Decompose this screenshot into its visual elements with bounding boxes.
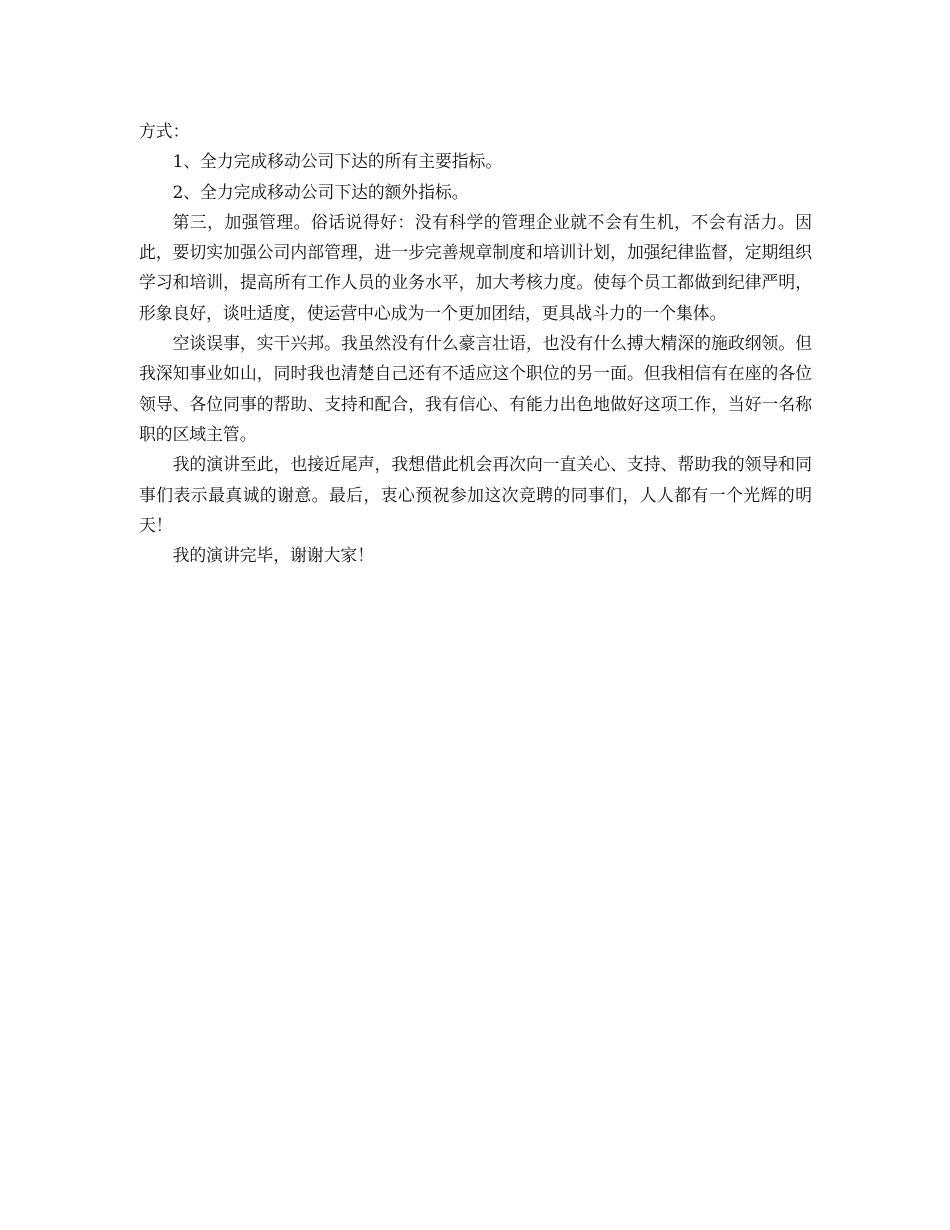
paragraph-thanks: 我的演讲至此，也接近尾声，我想借此机会再次向一直关心、支持、帮助我的领导和同事们表示最真诚的谢意。最后，衷心预祝参加这次竞聘的同事们，人人都有一个光辉的明天！ [139, 454, 812, 535]
paragraph-target-1: 1、全力完成移动公司下达的所有主要指标。 [172, 151, 503, 172]
paragraph-commitment: 空谈误事，实干兴邦。我虽然没有什么豪言壮语，也没有什么搏大精深的施政纲领。但我深知事业如山，同时我也清楚自己还有不适应这个职位的另一面。但我相信有在座的各位领导、各位同事的帮助、支持和配合，我有信心、有能力出色地做好这项工作，当好一名称职的区域主管。 [139, 333, 812, 444]
paragraph-closing: 我的演讲完毕，谢谢大家！ [172, 545, 374, 566]
document-body [139, 116, 812, 570]
paragraph-target-2: 2、全力完成移动公司下达的额外指标。 [172, 181, 469, 202]
paragraph-management: 第三，加强管理。俗话说得好：没有科学的管理企业就不会有生机，不会有活力。因此，要切实加强公司内部管理，进一步完善规章制度和培训计划，加强纪律监督，定期组织学习和培训，提高所有工作人员的业务水平，加大考核力度。使每个员工都做到纪律严明，形象良好，谈吐适度，使运营中心成为一个更加团结，更具战斗力的一个集体。 [139, 211, 812, 323]
paragraph-method-heading: 方式： [139, 121, 190, 141]
